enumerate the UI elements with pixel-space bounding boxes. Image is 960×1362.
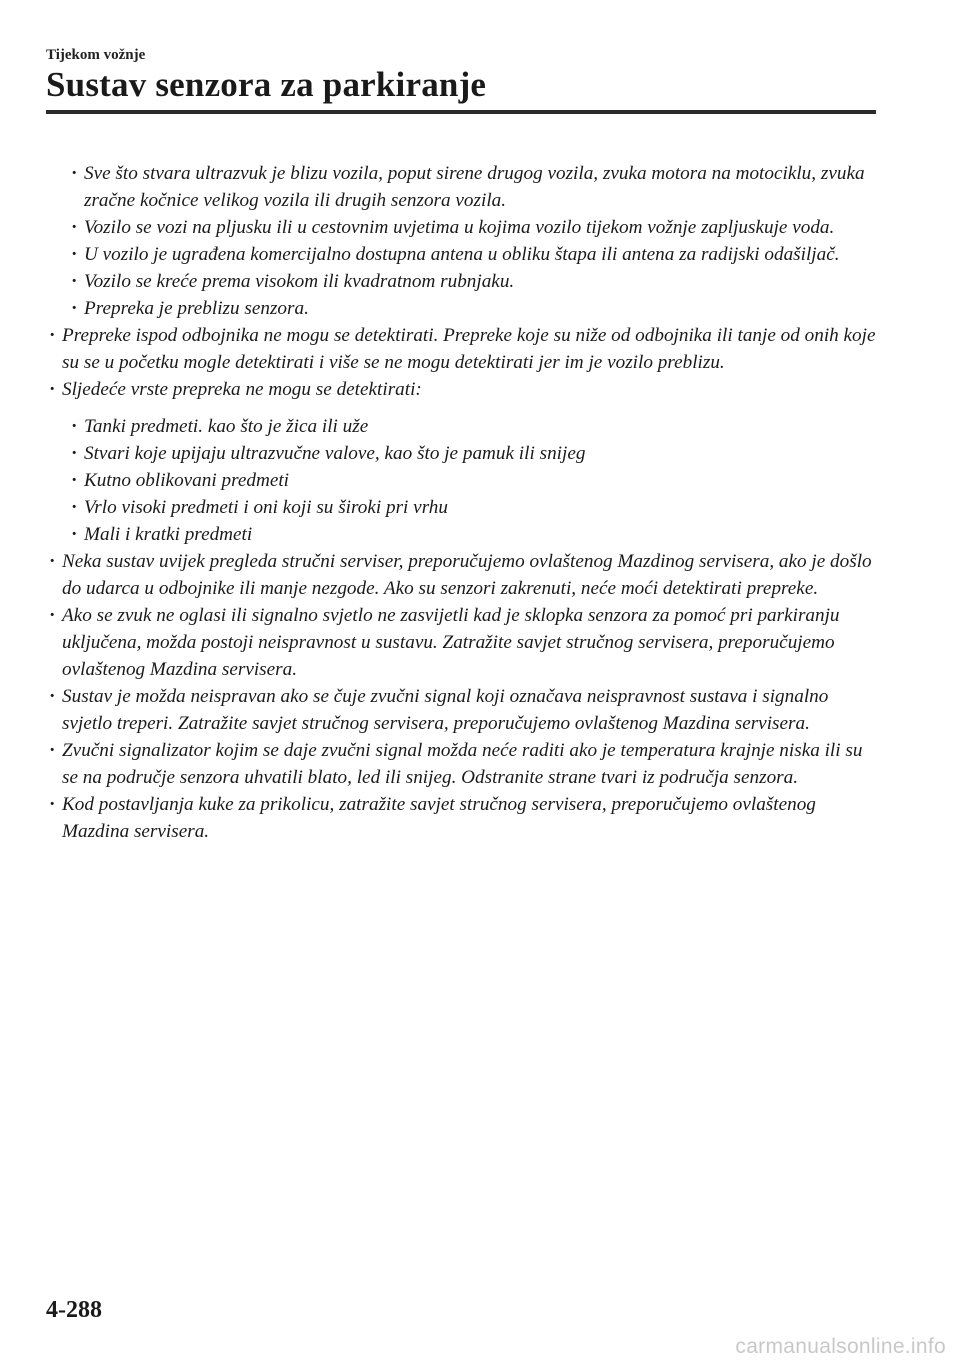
list-item bbox=[46, 160, 876, 214]
bullet-mark: · bbox=[71, 271, 78, 292]
list-item-text: Kutno oblikovani predmeti bbox=[84, 470, 289, 491]
bullet-mark: · bbox=[71, 163, 78, 184]
list-item-text: Kod postavljanja kuke za prikolicu, zatražite savjet stručnog servisera, preporučujemo ovlaštenog Mazdina servisera. bbox=[62, 794, 816, 842]
section-label: Tijekom vožnje bbox=[46, 47, 146, 63]
list-item-text: Sljedeće vrste prepreka ne mogu se detektirati: bbox=[62, 379, 422, 400]
list-item bbox=[46, 494, 876, 521]
page-number: 4-288 bbox=[46, 1297, 102, 1323]
bullet-mark: · bbox=[71, 524, 78, 545]
bullet-mark: · bbox=[71, 470, 78, 491]
bullet-mark: · bbox=[49, 740, 56, 761]
list-item-text: Tanki predmeti. kao što je žica ili uže bbox=[84, 416, 369, 437]
bullet-mark: · bbox=[49, 325, 56, 346]
list-item-text: Sustav je možda neispravan ako se čuje zvučni signal koji označava neispravnost sustava i signalno svjetlo treperi. Zatražite savjet stručnog servisera, preporučujemo ovlaštenog Mazdina servisera. bbox=[62, 686, 829, 734]
list-item-text: Prepreke ispod odbojnika ne mogu se detektirati. Prepreke koje su niže od odbojnika ili tanje od onih koje su se u početku mogle detektirati i više se ne mogu detektirati jer im je vozilo preblizu. bbox=[62, 325, 876, 373]
list-item-text: Neka sustav uvijek pregleda stručni serviser, preporučujemo ovlaštenog Mazdinog servisera, ako je došlo do udarca u odbojnike ili manje nezgode. Ako su senzori zakrenuti, neće moći detektirati prepreke. bbox=[62, 551, 872, 599]
list-item-text: Mali i kratki predmeti bbox=[84, 524, 253, 545]
list-item bbox=[46, 602, 876, 683]
list-item bbox=[46, 214, 876, 241]
bullet-mark: · bbox=[71, 416, 78, 437]
list-item bbox=[46, 322, 876, 376]
list-item bbox=[46, 295, 876, 322]
list-item bbox=[46, 467, 876, 494]
list-item-text: Vozilo se kreće prema visokom ili kvadratnom rubnjaku. bbox=[84, 271, 515, 292]
bullet-mark: · bbox=[71, 244, 78, 265]
bullet-mark: · bbox=[49, 551, 56, 572]
list-item-text: Zvučni signalizator kojim se daje zvučni signal možda neće raditi ako je temperatura krajnje niska ili su se na područje senzora uhvatili blato, led ili snijeg. Odstranite strane tvari iz područja senzora. bbox=[62, 740, 863, 788]
list-spacer bbox=[46, 403, 876, 413]
list-item bbox=[46, 683, 876, 737]
bullet-mark: · bbox=[49, 794, 56, 815]
list-item-text: Vrlo visoki predmeti i oni koji su široki pri vrhu bbox=[84, 497, 448, 518]
list-item bbox=[46, 548, 876, 602]
list-item-text: Vozilo se vozi na pljusku ili u cestovnim uvjetima u kojima vozilo tijekom vožnje zapljuskuje voda. bbox=[84, 217, 835, 238]
list-item-text: Prepreka je preblizu senzora. bbox=[84, 298, 309, 319]
list-item bbox=[46, 241, 876, 268]
list-item bbox=[46, 521, 876, 548]
bullet-mark: · bbox=[71, 217, 78, 238]
bullet-mark: · bbox=[49, 605, 56, 626]
list-item-text: Stvari koje upijaju ultrazvučne valove, kao što je pamuk ili snijeg bbox=[84, 443, 586, 464]
list-item bbox=[46, 376, 876, 403]
list-item bbox=[46, 791, 876, 845]
bullet-mark: · bbox=[49, 686, 56, 707]
list-item-text: Ako se zvuk ne oglasi ili signalno svjetlo ne zasvijetli kad je sklopka senzora za pomoć pri parkiranju uključena, možda postoji neispravnost u sustavu. Zatražite savjet stručnog servisera, preporučujemo ovlaštenog Mazdina servisera. bbox=[62, 605, 840, 680]
list-item-text: Sve što stvara ultrazvuk je blizu vozila, poput sirene drugog vozila, zvuka motora na motociklu, zvuka zračne kočnice velikog vozila ili drugih senzora vozila. bbox=[84, 163, 865, 211]
list-item bbox=[46, 268, 876, 295]
bullet-mark: · bbox=[49, 379, 56, 400]
list-item-text: U vozilo je ugrađena komercijalno dostupna antena u obliku štapa ili antena za radijski odašiljač. bbox=[84, 244, 840, 265]
bullet-mark: · bbox=[71, 497, 78, 518]
content-body bbox=[46, 160, 876, 845]
page-title: Sustav senzora za parkiranje bbox=[46, 65, 487, 104]
watermark: carmanualsonline.info bbox=[735, 1335, 946, 1358]
bullet-mark: · bbox=[71, 443, 78, 464]
list-item bbox=[46, 440, 876, 467]
list-item bbox=[46, 413, 876, 440]
list-item bbox=[46, 737, 876, 791]
bullet-mark: · bbox=[71, 298, 78, 319]
title-rule bbox=[46, 110, 876, 114]
